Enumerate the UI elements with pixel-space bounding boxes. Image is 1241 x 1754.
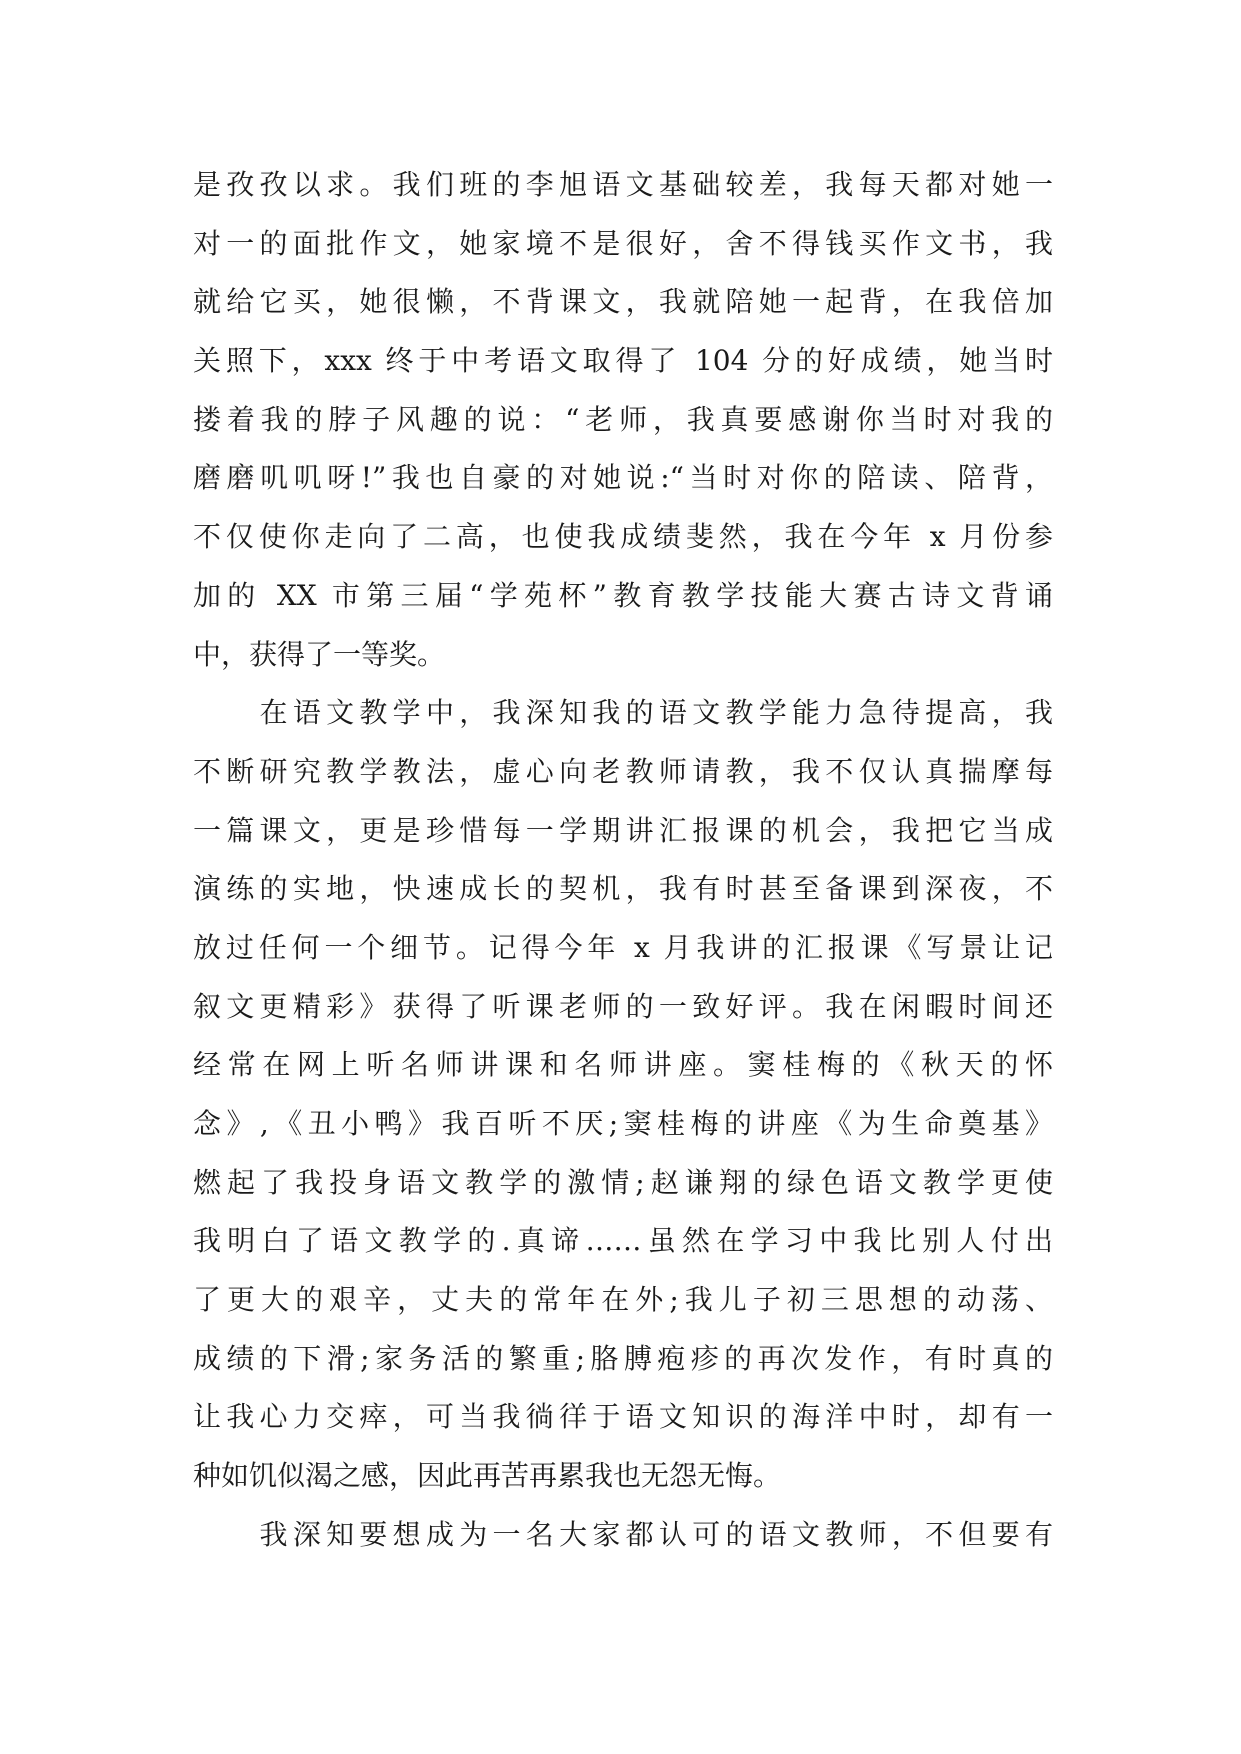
text-line: 一篇课文，更是珍惜每一学期讲汇报课的机会，我把它当成 [193,813,1053,847]
text-line: 我深知要想成为一名大家都认可的语文教师，不但要有 [193,1517,1053,1551]
text-line: 成绩的下滑;家务活的繁重;胳膊疱疹的再次发作，有时真的 [193,1341,1053,1375]
text-line: 加的 XX 市第三届“学苑杯”教育教学技能大赛古诗文背诵 [193,578,1053,612]
text-line: 了更大的艰辛，丈夫的常年在外;我儿子初三思想的动荡、 [193,1283,1053,1317]
text-line: 中，获得了一等奖。 [193,637,446,671]
text-line: 让我心力交瘁，可当我徜徉于语文知识的海洋中时，却有一 [193,1400,1053,1434]
text-line: 不断研究教学教法，虚心向老教师请教，我不仅认真揣摩每 [193,754,1053,788]
text-line: 燃起了我投身语文教学的激情;赵谦翔的绿色语文教学更使 [193,1165,1053,1199]
text-line: 在语文教学中，我深知我的语文教学能力急待提高，我 [193,696,1053,730]
text-line: 种如饥似渴之感，因此再苦再累我也无怨无悔。 [193,1459,782,1493]
text-line: 关照下，xxx 终于中考语文取得了 104 分的好成绩，她当时 [193,344,1053,378]
text-line: 演练的实地，快速成长的契机，我有时甚至备课到深夜，不 [193,872,1053,906]
text-line: 磨磨叽叽呀!”我也自豪的对她说:“当时对你的陪读、陪背， [193,461,1053,495]
text-line: 经常在网上听名师讲课和名师讲座。窦桂梅的《秋天的怀 [193,1048,1053,1082]
text-line: 是孜孜以求。我们班的李旭语文基础较差，我每天都对她一 [193,168,1053,201]
text-line: 不仅使你走向了二高，也使我成绩斐然，我在今年 x 月份参 [193,520,1053,554]
text-line: 我明白了语文教学的.真谛……虽然在学习中我比别人付出 [193,1224,1053,1258]
text-line: 对一的面批作文，她家境不是很好，舍不得钱买作文书，我 [193,226,1053,260]
text-line: 念》,《丑小鸭》我百听不厌;窦桂梅的讲座《为生命奠基》 [193,1107,1053,1140]
text-line: 就给它买，她很懒，不背课文，我就陪她一起背，在我倍加 [193,285,1053,319]
text-line: 叙文更精彩》获得了听课老师的一致好评。我在闲暇时间还 [193,989,1053,1023]
text-line: 搂着我的脖子风趣的说：“老师，我真要感谢你当时对我的 [193,402,1053,436]
text-line: 放过任何一个细节。记得今年 x 月我讲的汇报课《写景让记 [193,930,1053,964]
body-text [193,156,1053,1565]
